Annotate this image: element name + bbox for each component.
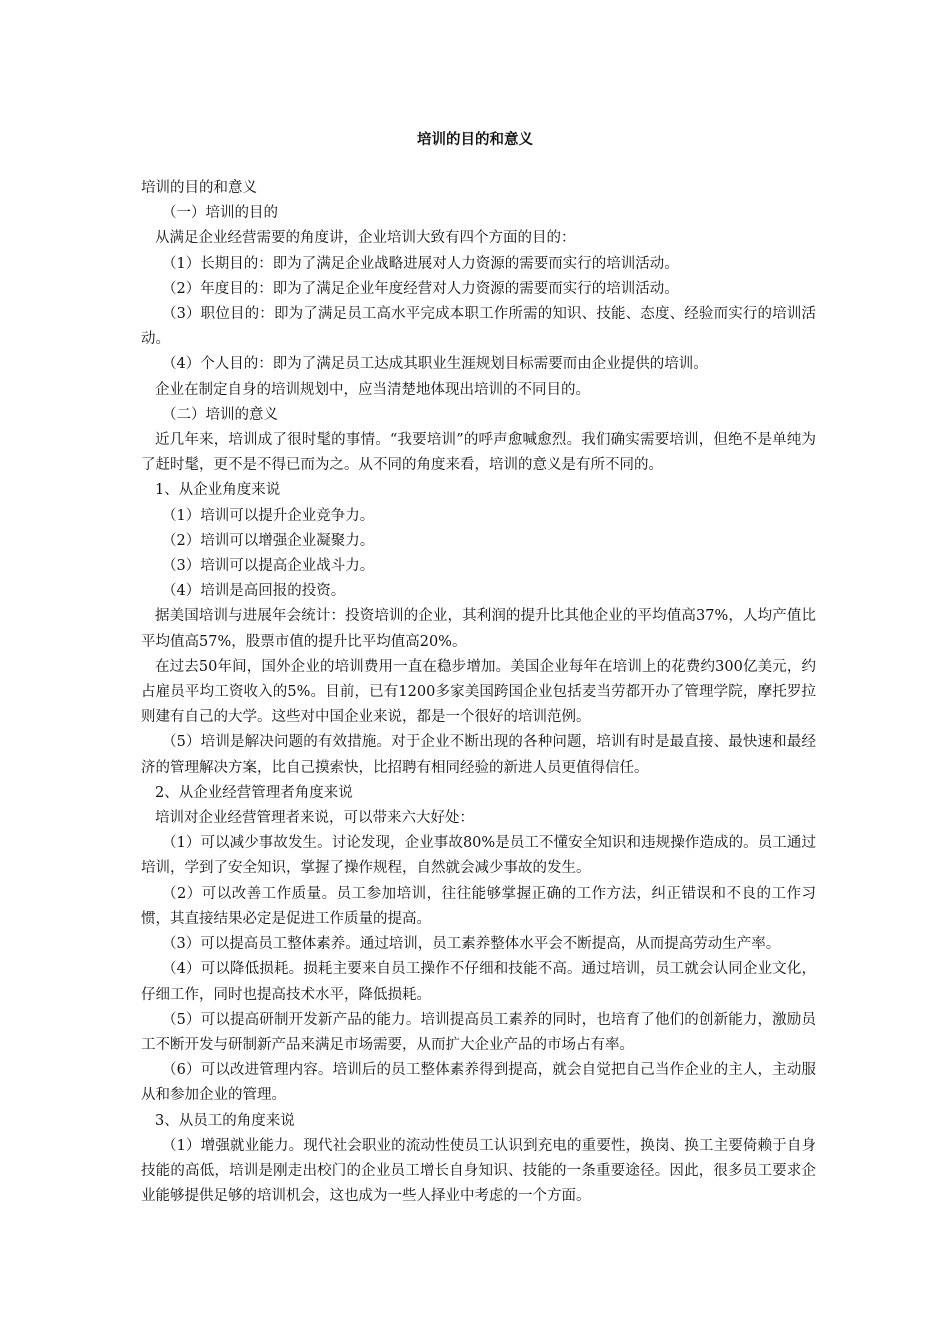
paragraph: 在过去50年间，国外企业的培训费用一直在稳步增加。美国企业每年在培训上的花费约300亿美元，约占雇员平均工资收入的5%。目前，已有1200多家美国跨国企业包括麦当劳都开办了管理学院，摩托罗拉则建有自己的大学。这些对中国企业来说，都是一个很好的培训范例。 [141, 658, 816, 726]
paragraph: （3）可以提高员工整体素养。通过培训，员工素养整体水平会不断提高，从而提高劳动生产率。 [162, 936, 781, 953]
paragraph: （一）培训的目的 [162, 205, 278, 222]
paragraph: （4）个人目的：即为了满足员工达成其职业生涯规划目标需要而由企业提供的培训。 [162, 356, 708, 373]
paragraph: （4）培训是高回报的投资。 [162, 583, 346, 600]
paragraph: （2）可以改善工作质量。员工参加培训，往往能够掌握正确的工作方法，纠正错误和不良的工作习惯，其直接结果必定是促进工作质量的提高。 [141, 885, 816, 927]
paragraph: （3）培训可以提高企业战斗力。 [162, 558, 375, 575]
paragraph: （4）可以降低损耗。损耗主要来自员工操作不仔细和技能不高。通过培训，员工就会认同企业文化，仔细工作，同时也提高技术水平，降低损耗。 [141, 961, 816, 1003]
paragraph: （5）培训是解决问题的有效措施。对于企业不断出现的各种问题，培训有时是最直接、最快速和最经济的管理解决方案，比自己摸索快，比招聘有相同经验的新进人员更值得信任。 [141, 734, 816, 776]
paragraph: （2）年度目的：即为了满足企业年度经营对人力资源的需要而实行的培训活动。 [162, 280, 679, 297]
paragraph: 据美国培训与进展年会统计：投资培训的企业，其利润的提升比其他企业的平均值高37%，人均产值比平均值高57%，股票市值的提升比平均值高20%。 [141, 608, 816, 650]
paragraph: （1）可以减少事故发生。讨论发现，企业事故80%是员工不懂安全知识和违规操作造成的。员工通过培训，学到了安全知识，掌握了操作规程，自然就会减少事故的发生。 [141, 835, 816, 877]
paragraph: 企业在制定自身的培训规划中，应当清楚地体现出培训的不同目的。 [155, 381, 590, 398]
paragraph: （2）培训可以增强企业凝聚力。 [162, 532, 375, 549]
paragraph: 培训的目的和意义 [141, 180, 257, 196]
paragraph: 3、从员工的角度来说 [155, 1112, 295, 1129]
paragraph: 2、从企业经营管理者角度来说 [155, 784, 353, 801]
paragraph: 近几年来，培训成了很时髦的事情。“我要培训”的呼声愈喊愈烈。我们确实需要培训，但绝不是单纯为了赶时髦，更不是不得已而为之。从不同的角度来看，培训的意义是有所不同的。 [141, 432, 816, 474]
paragraph: 培训对企业经营管理者来说，可以带来六大好处： [155, 810, 474, 827]
paragraph: （5）可以提高研制开发新产品的能力。培训提高员工素养的同时，也培育了他们的创新能力，激励员工不断开发与研制新产品来满足市场需要，从而扩大企业产品的市场占有率。 [141, 1011, 816, 1053]
paragraph: （1）长期目的：即为了满足企业战略进展对人力资源的需要而实行的培训活动。 [162, 255, 679, 272]
paragraph: （1）培训可以提升企业竞争力。 [162, 507, 375, 524]
paragraph: （3）职位目的：即为了满足员工高水平完成本职工作所需的知识、技能、态度、经验而实行的培训活动。 [141, 306, 816, 348]
paragraph: （二）培训的意义 [162, 406, 278, 423]
document-title: 培训的目的和意义 [417, 131, 533, 148]
paragraph: 从满足企业经营需要的角度讲，企业培训大致有四个方面的目的： [155, 230, 576, 247]
paragraph: （1）增强就业能力。现代社会职业的流动性使员工认识到充电的重要性，换岗、换工主要倚赖于自身技能的高低，培训是刚走出校门的企业员工增长自身知识、技能的一条重要途径。因此，很多员工要求企业能够提供足够的培训机会，这也成为一些人择业中考虑的一个方面。 [141, 1137, 816, 1205]
paragraph: 1、从企业角度来说 [155, 482, 281, 499]
document-body [141, 176, 816, 1209]
paragraph: （6）可以改进管理内容。培训后的员工整体素养得到提高，就会自觉把自己当作企业的主人，主动服从和参加企业的管理。 [141, 1062, 816, 1104]
